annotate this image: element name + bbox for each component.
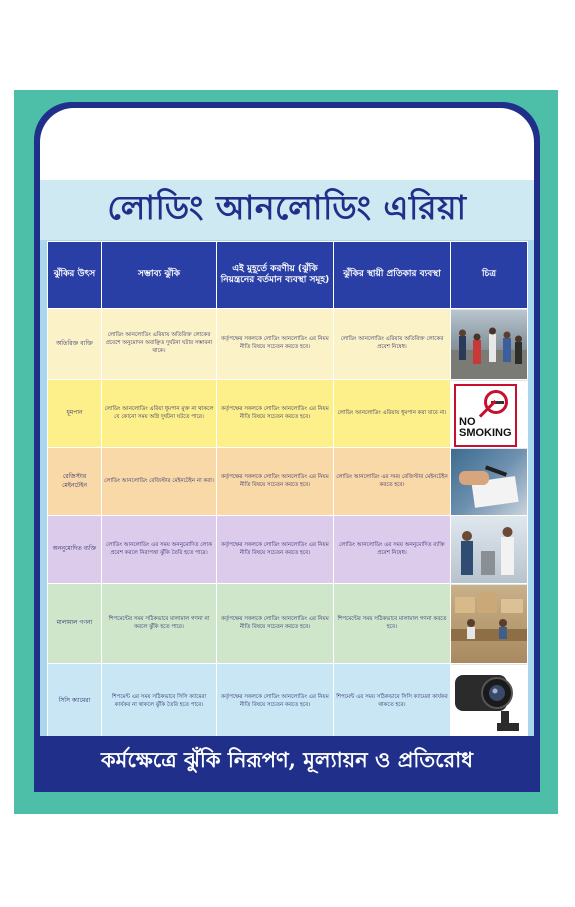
- possible-risk-cell: লোডিং আনলোডিং এরিয়া ধূমপান মুক্ত না থাকলে যে কোনো সময় অগ্নি দুর্ঘটনা ঘটতে পারে।: [102, 380, 217, 448]
- warehouse-illustration: [451, 585, 527, 663]
- possible-risk-cell: লোডিং আনলোডিং এরিয়ায় অতিরিক্ত লোকের প্রবেশে অনুমোদন অবাঞ্ছিত দুর্ঘটনা ঘটার সম্ভাবনা থাকে।: [102, 309, 217, 380]
- table-row: [48, 664, 528, 740]
- writing-illustration: [451, 449, 527, 515]
- permanent-remedy-cell: লোডিং আনলোডিং এর সময় রেজিস্টার মেইনটেইন করতে হবে।: [334, 448, 451, 516]
- table-row: [48, 309, 528, 380]
- permanent-remedy-cell: শিপমেন্টের সময় সঠিকভাবে মালামাল গণনা করতে হবে।: [334, 584, 451, 664]
- title-band: [40, 180, 534, 240]
- no-smoking-label: NO SMOKING: [459, 415, 512, 440]
- footer-title: কর্মক্ষেত্রে ঝুঁকি নিরূপণ, মূল্যায়ন ও প্রতিরোধ: [100, 746, 474, 772]
- footer-band: [40, 736, 534, 786]
- security-photo-graphic: [451, 517, 527, 583]
- header-current-action: এই মুহূর্তে করণীয় (ঝুঁকি নিয়ন্ত্রনের বর্তমান ব্যবস্থা সমূহ): [217, 242, 334, 309]
- security-photo: [451, 516, 528, 584]
- prohibition-bar-icon: [479, 399, 497, 417]
- risk-source-cell: সিসি ক্যামেরা: [48, 664, 102, 740]
- table-row: [48, 448, 528, 516]
- header-possible-risk: সম্ভাব্য ঝুঁকি: [102, 242, 217, 309]
- cctv-camera-photo-graphic: [451, 665, 527, 739]
- risk-source-cell: অতিরিক্ত ব্যক্তি: [48, 309, 102, 380]
- poster-inner: [40, 108, 534, 786]
- cctv-camera-icon: [451, 665, 527, 739]
- risk-source-cell: অননুমোদিত ব্যক্তি: [48, 516, 102, 584]
- crowd-photo-graphic: [451, 310, 527, 379]
- header-permanent-remedy: ঝুঁকির স্থায়ী প্রতিকার ব্যবস্থা: [334, 242, 451, 309]
- possible-risk-cell: শিপমেন্টের সময় সঠিকভাবে মালামাল গণনা না করলে ঝুঁকি হতে পারে।: [102, 584, 217, 664]
- permanent-remedy-cell: লোডিং আনলোডিং এরিয়ায় ধূমপান করা যাবে না।: [334, 380, 451, 448]
- prohibition-circle-icon: [484, 390, 508, 414]
- warehouse-photo: [451, 584, 528, 664]
- poster-title: লোডিং আনলোডিং এরিয়া: [107, 188, 467, 227]
- risk-table: [47, 241, 528, 740]
- table-header-row: [48, 242, 528, 309]
- no-smoking-sign-graphic: [451, 381, 527, 447]
- writing-photo: [451, 448, 528, 516]
- cctv-camera-photo: [451, 664, 528, 740]
- possible-risk-cell: শিপমেন্ট এর সময় সঠিকভাবে সিসি ক্যামেরা কার্যকর না থাকলে ঝুঁকি তৈরি হতে পারে।: [102, 664, 217, 740]
- no-smoking-sign: [451, 380, 528, 448]
- risk-source-cell: ধূমপান: [48, 380, 102, 448]
- writing-photo-graphic: [451, 449, 527, 515]
- header-picture: চিত্র: [451, 242, 528, 309]
- table-row: [48, 584, 528, 664]
- risk-table-area: [40, 240, 534, 736]
- possible-risk-cell: লোডিং আনলোডিং এর সময় অননুমোদিত লোক প্রবেশ করলে নিরাপত্তা ঝুঁকি তৈরি হতে পারে।: [102, 516, 217, 584]
- current-action-cell: কর্তৃপক্ষের সকলকে লোডিং আনলোডিং এর নিয়ম নীতি বিষয়ে সচেতন করতে হবে।: [217, 380, 334, 448]
- current-action-cell: কর্তৃপক্ষের সকলকে লোডিং আনলোডিং এর নিয়ম নীতি বিষয়ে সচেতন করতে হবে।: [217, 448, 334, 516]
- crowd-photo: [451, 309, 528, 380]
- poster-background: [14, 90, 558, 814]
- warehouse-photo-graphic: [451, 585, 527, 663]
- current-action-cell: কর্তৃপক্ষের সকলকে লোডিং আনলোডিং এর নিয়ম নীতি বিষয়ে সচেতন করতে হবে।: [217, 584, 334, 664]
- permanent-remedy-cell: লোডিং আনলোডিং এর সময় অননুমোদিত ব্যক্তি প্রবেশ নিষেধ।: [334, 516, 451, 584]
- crowd-illustration: [451, 310, 527, 379]
- risk-source-cell: মালামাল গণনা: [48, 584, 102, 664]
- permanent-remedy-cell: লোডিং আনলোডিং এরিয়ায় অতিরিক্ত লোকের প্রবেশ নিষেধ।: [334, 309, 451, 380]
- possible-risk-cell: লোডিং আনলোডিং রেজিস্টার মেইনটেইন না করা।: [102, 448, 217, 516]
- permanent-remedy-cell: শিপমেন্ট এর সময় সঠিকভাবে সিসি ক্যামেরা কার্যকর থাকতে হবে।: [334, 664, 451, 740]
- current-action-cell: কর্তৃপক্ষের সকলকে লোডিং আনলোডিং এর নিয়ম নীতি বিষয়ে সচেতন করতে হবে।: [217, 664, 334, 740]
- poster-frame: [34, 102, 540, 792]
- header-risk-source: ঝুঁকির উৎস: [48, 242, 102, 309]
- table-row: [48, 516, 528, 584]
- current-action-cell: কর্তৃপক্ষের সকলকে লোডিং আনলোডিং এর নিয়ম নীতি বিষয়ে সচেতন করতে হবে।: [217, 516, 334, 584]
- current-action-cell: কর্তৃপক্ষের সকলকে লোডিং আনলোডিং এর নিয়ম নীতি বিষয়ে সচেতন করতে হবে।: [217, 309, 334, 380]
- table-row: [48, 380, 528, 448]
- risk-source-cell: রেজিস্টার মেইনটেইন: [48, 448, 102, 516]
- security-illustration: [451, 517, 527, 583]
- no-smoking-icon: [454, 384, 517, 447]
